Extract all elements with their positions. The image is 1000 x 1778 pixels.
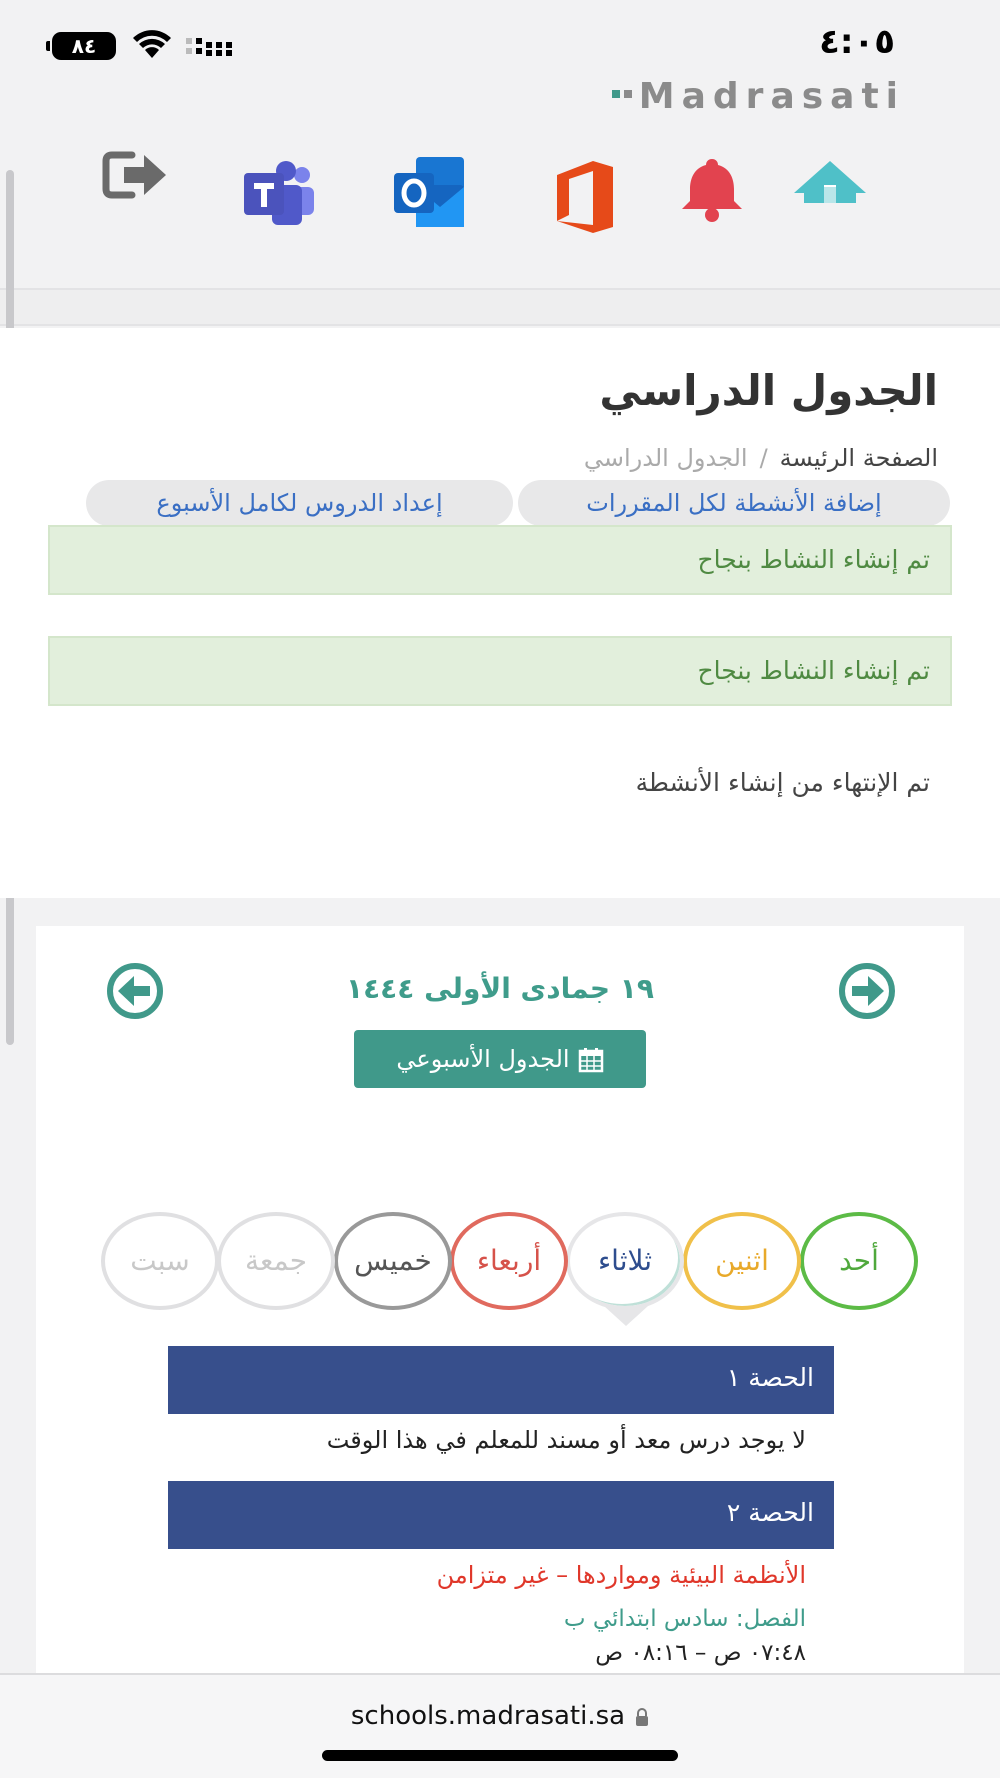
page-title: الجدول الدراسي [599,366,938,415]
period-header: الحصة ٢ [168,1481,834,1549]
madrasati-logo: Madrasati [638,76,905,117]
day-saturday[interactable]: سبت [101,1212,219,1310]
logo-dots-icon [612,90,638,98]
day-tuesday[interactable]: ثلاثاء [566,1212,684,1310]
teams-icon[interactable] [240,155,320,235]
home-indicator[interactable] [322,1750,678,1761]
calendar-icon [578,1047,604,1073]
wifi-icon [130,28,174,60]
breadcrumb-home-link[interactable]: الصفحة الرئيسة [779,444,938,472]
period-header: الحصة ١ [168,1346,834,1414]
no-lesson-message: لا يوجد درس معد أو مسند للمعلم في هذا الوقت [326,1426,806,1454]
success-alert: تم إنشاء النشاط بنجاح [48,525,952,595]
day-wednesday[interactable]: أربعاء [450,1212,568,1310]
weekly-schedule-label: الجدول الأسبوعي [396,1045,570,1073]
outlook-icon[interactable] [390,155,470,235]
lesson-time: ٠٧:٤٨ ص – ٠٨:١٦ ص [595,1640,806,1666]
previous-day-arrow-icon[interactable] [106,962,164,1020]
day-friday[interactable]: جمعة [217,1212,335,1310]
day-sunday[interactable]: أحد [800,1212,918,1310]
prepare-lessons-button[interactable]: إعداد الدروس لكامل الأسبوع [86,480,513,526]
day-monday[interactable]: اثنين [683,1212,801,1310]
home-icon[interactable] [790,155,870,235]
selected-day-pointer [604,1306,648,1326]
status-time: ٤:٠٥ [819,22,895,62]
logout-icon[interactable] [100,147,180,227]
section-divider [0,288,1000,326]
add-activities-button[interactable]: إضافة الأنشطة لكل المقررات [518,480,950,526]
battery-icon: ٨٤ [52,32,116,60]
office-icon[interactable] [545,155,625,235]
breadcrumb-current: الجدول الدراسي [583,444,748,472]
schedule-card [36,926,964,1686]
done-message: تم الإنتهاء من إنشاء الأنشطة [635,768,930,797]
breadcrumb [584,444,938,472]
lock-icon [635,1708,649,1726]
url-text: schools.madrasati.sa [350,1701,626,1731]
signal-icon [186,34,232,58]
lesson-link[interactable]: الأنظمة البيئية ومواردها – غير متزامن [436,1561,806,1589]
status-bar [0,0,1000,88]
bell-icon[interactable] [672,155,752,235]
app-icon-row [0,155,1000,235]
lesson-class: الفصل: سادس ابتدائي ب [563,1606,806,1632]
success-alert: تم إنشاء النشاط بنجاح [48,636,952,706]
browser-address-bar[interactable] [0,1673,1000,1778]
day-thursday[interactable]: خميس [334,1212,452,1310]
breadcrumb-separator: / [759,444,768,472]
weekly-schedule-button[interactable] [354,1030,646,1088]
hijri-date: ١٩ جمادى الأولى ١٤٤٤ [346,972,654,1005]
url-display[interactable] [0,1701,1000,1731]
main-card [0,328,1000,898]
